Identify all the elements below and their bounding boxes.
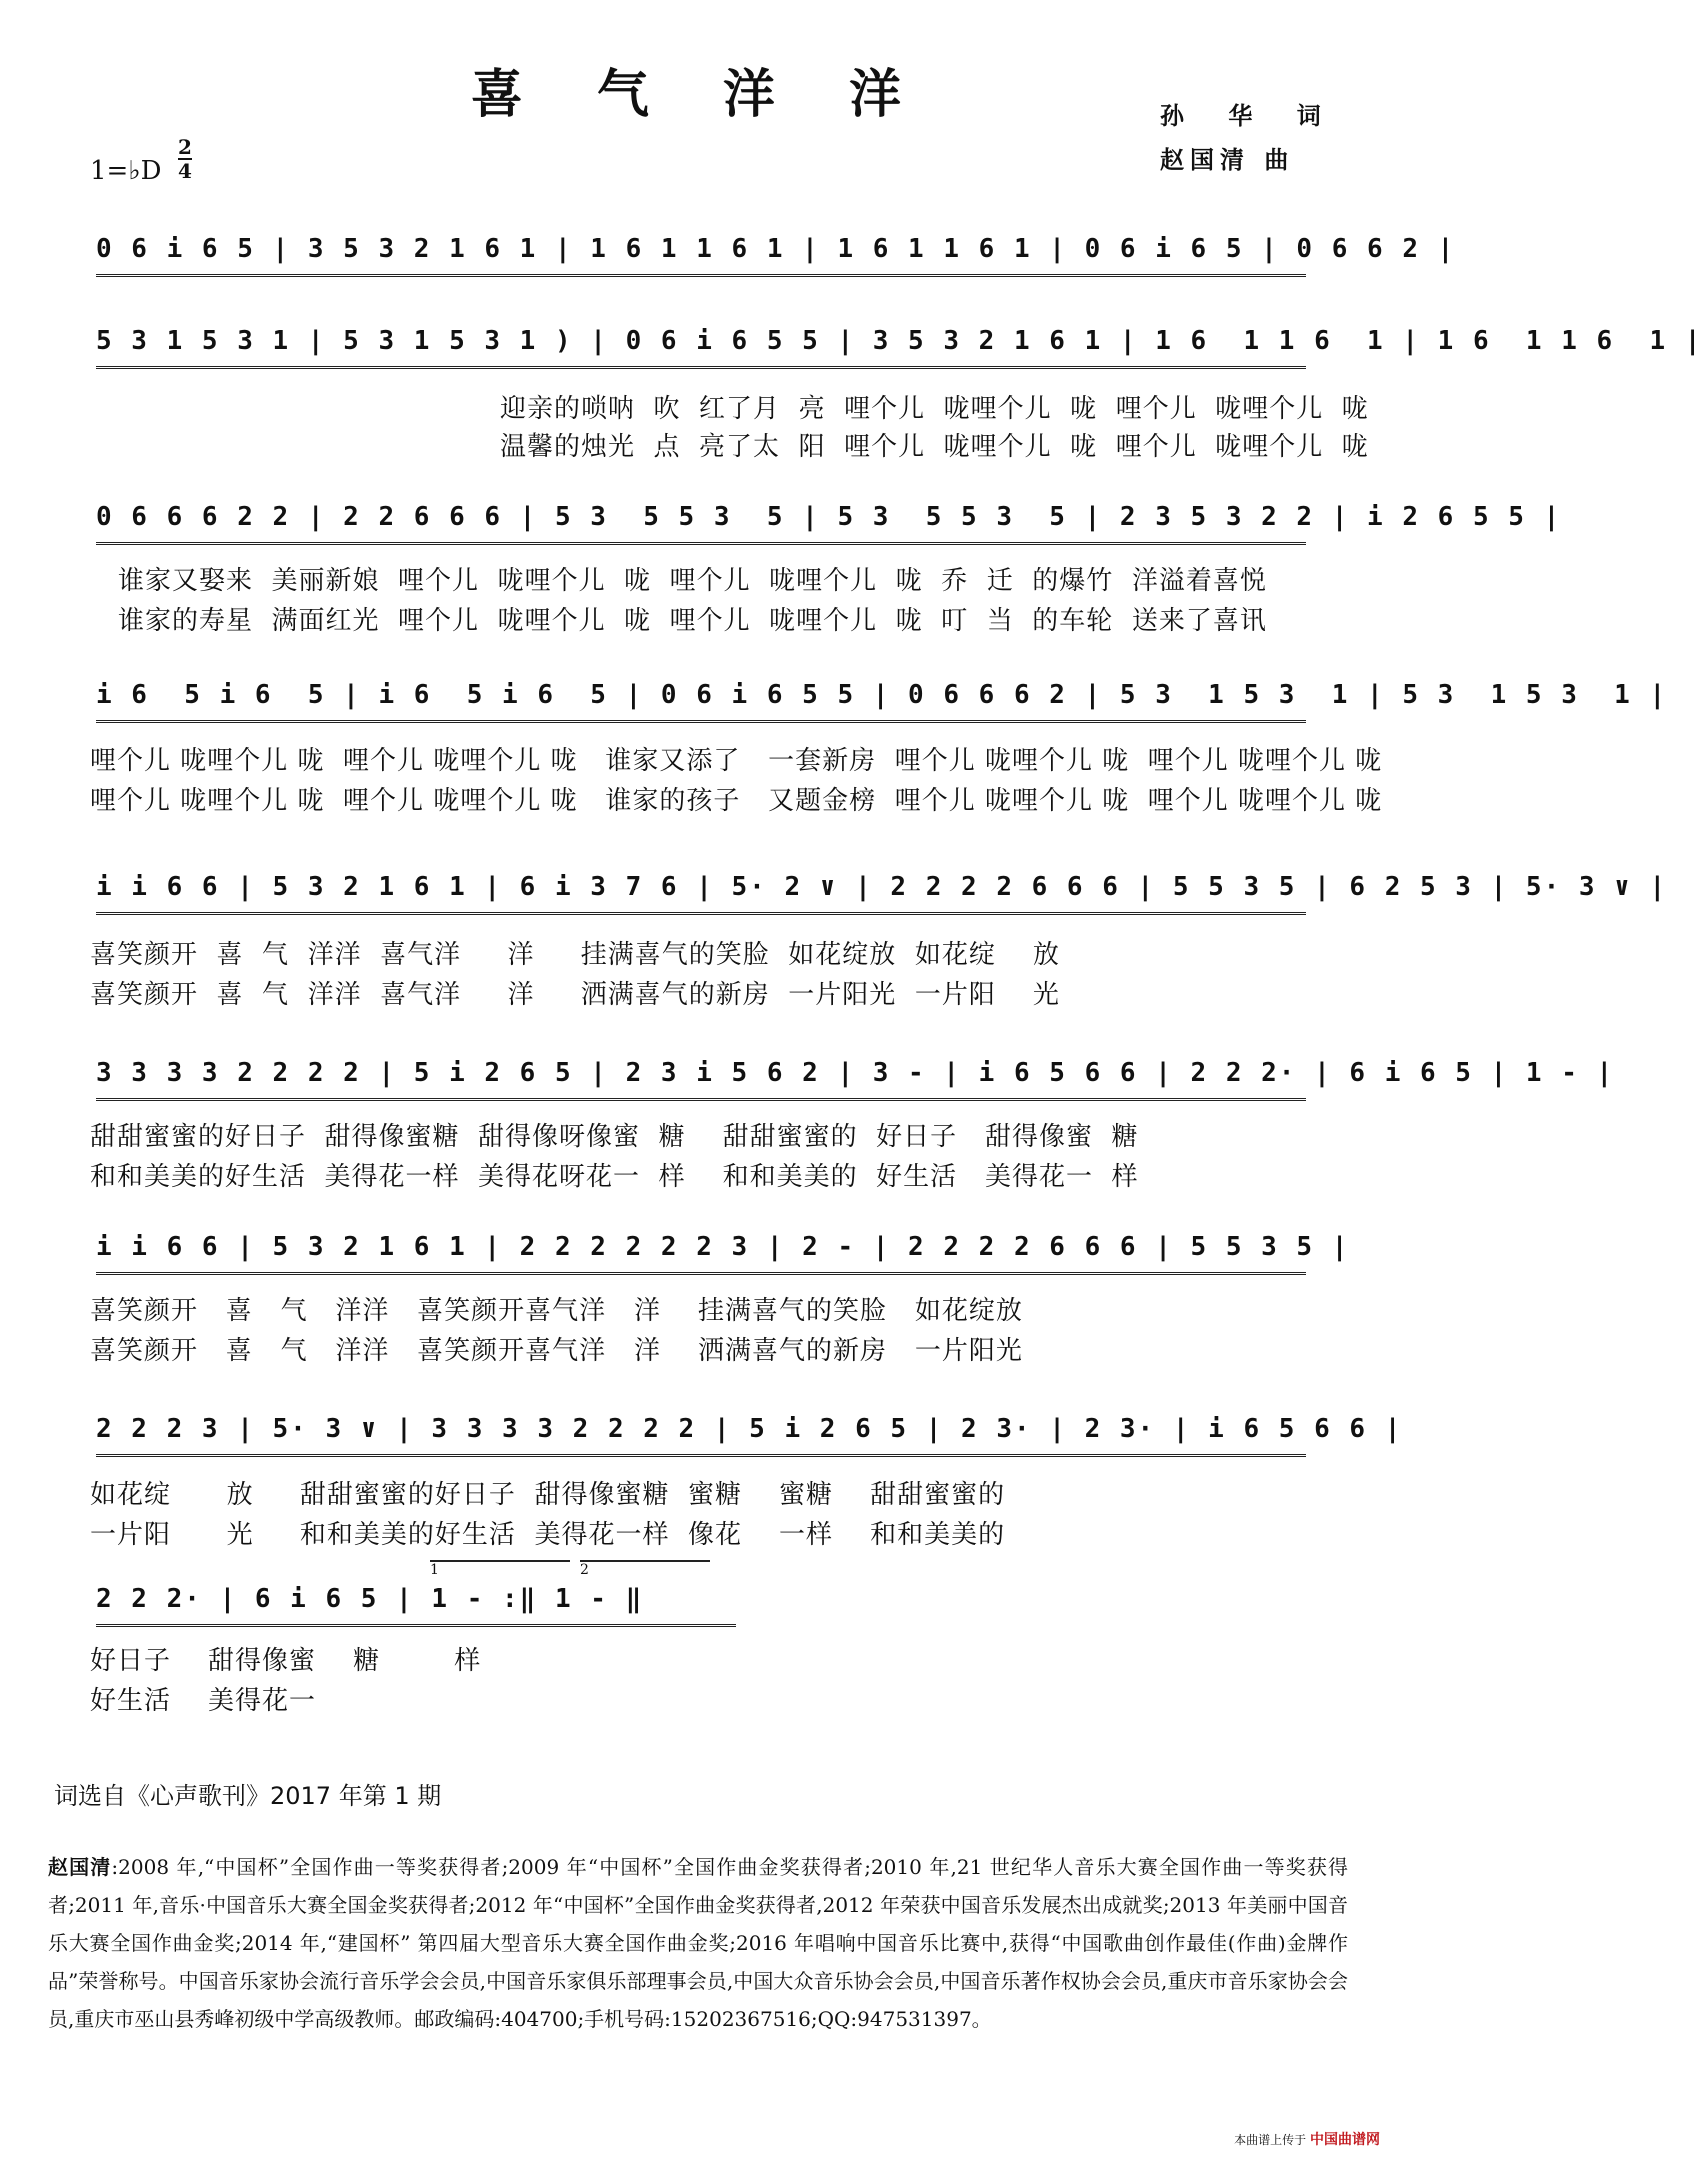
lyrics-line-1-verse-1: 迎亲的唢呐 吹 红了月 亮 哩个儿 咙哩个儿 咙 哩个儿 咙哩个儿 咙 — [500, 394, 1369, 424]
lyrics-source-note: 词选自《心声歌刊》2017 年第 1 期 — [54, 1782, 442, 1810]
composer-biography — [48, 1848, 1348, 2038]
lyrics-line-8-verse-1: 好日子 甜得像蜜 糖 样 — [90, 1646, 482, 1676]
meter-bottom: 4 — [178, 159, 192, 183]
composer-credit: 赵国清 曲 — [1160, 145, 1295, 174]
volta-second-ending — [580, 1560, 710, 1576]
lyrics-line-2-verse-1: 谁家又娶来 美丽新娘 哩个儿 咙哩个儿 咙 哩个儿 咙哩个儿 咙 乔 迁 的爆竹 洋溢着喜悦 — [118, 566, 1267, 596]
meter-top: 2 — [178, 135, 192, 159]
site-watermark — [1234, 2129, 1380, 2149]
score-line-9: 2 2 2· | 6 i 6 5 | 1 - :‖ 1 - ‖ — [96, 1584, 736, 1627]
volta-first-number: 1 — [430, 1562, 439, 1578]
lyrics-line-5-verse-2: 和和美美的好生活 美得花一样 美得花呀花一 样 和和美美的 好生活 美得花一 样 — [90, 1162, 1139, 1192]
score-line-5: i i 6 6 | 5 3 2 1 6 1 | 6 i 3 7 6 | 5· 2 ∨ | 2 2 2 2 6 6 6 | 5 5 3 5 | 6 2 5 3 | 5· 3 ∨ | — [96, 872, 1306, 915]
lyrics-line-7-verse-1: 如花绽 放 甜甜蜜蜜的好日子 甜得像蜜糖 蜜糖 蜜糖 甜甜蜜蜜的 — [90, 1480, 1006, 1510]
bio-text: :2008 年,“中国杯”全国作曲一等奖获得者;2009 年“中国杯”全国作曲金奖获得者;2010 年,21 世纪华人音乐大赛全国作曲一等奖获得者;2011 年,音乐·中国音乐大赛全国金奖获得者;2012 年“中国杯”全国作曲金奖获得者,2012 年荣获中国音乐发展杰出成就奖;2013 年美丽中国音乐大赛全国作曲金奖;2014 年,“建国杯” 第四届大型音乐大赛全国作曲金奖;2016 年唱响中国音乐比赛中,获得“中国歌曲创作最佳(作曲)金牌作品”荣誉称号。中国音乐家协会流行音乐学会会员,中国音乐家俱乐部理事会员,中国大众音乐协会会员,中国音乐著作权协会会员,重庆市音乐家协会会员,重庆市巫山县秀峰初级中学高级教师。邮政编码:404700;手机号码:15202367516;QQ:947531397。 — [48, 1855, 1349, 2031]
lyrics-line-5-verse-1: 甜甜蜜蜜的好日子 甜得像蜜糖 甜得像呀像蜜 糖 甜甜蜜蜜的 好日子 甜得像蜜 糖 — [90, 1122, 1139, 1152]
key-signature: 1=♭D — [90, 156, 162, 186]
time-signature — [178, 136, 192, 182]
song-title: 喜 气 洋 洋 — [470, 64, 930, 125]
lyrics-line-4-verse-1: 喜笑颜开 喜 气 洋洋 喜气洋 洋 挂满喜气的笑脸 如花绽放 如花绽 放 — [90, 940, 1060, 970]
score-line-4: i 6 5 i 6 5 | i 6 5 i 6 5 | 0 6 i 6 5 5 | 0 6 6 6 2 | 5 3 1 5 3 1 | 5 3 1 5 3 1 | — [96, 680, 1306, 723]
lyricist-credit: 孙 华 词 — [1160, 101, 1339, 130]
lyrics-line-6-verse-2: 喜笑颜开 喜 气 洋洋 喜笑颜开喜气洋 洋 洒满喜气的新房 一片阳光 — [90, 1336, 1023, 1366]
score-line-1: 0 6 i 6 5 | 3 5 3 2 1 6 1 | 1 6 1 1 6 1 | 1 6 1 1 6 1 | 0 6 i 6 5 | 0 6 6 2 | — [96, 234, 1306, 277]
lyrics-line-3-verse-1: 哩个儿 咙哩个儿 咙 哩个儿 咙哩个儿 咙 谁家又添了 一套新房 哩个儿 咙哩个儿 咙 哩个儿 咙哩个儿 咙 — [90, 746, 1383, 776]
lyrics-line-3-verse-2: 哩个儿 咙哩个儿 咙 哩个儿 咙哩个儿 咙 谁家的孩子 又题金榜 哩个儿 咙哩个儿 咙 哩个儿 咙哩个儿 咙 — [90, 786, 1383, 816]
volta-first-ending — [430, 1560, 570, 1576]
score-line-2: 5 3 1 5 3 1 | 5 3 1 5 3 1 ) | 0 6 i 6 5 5 | 3 5 3 2 1 6 1 | 1 6 1 1 6 1 | 1 6 1 1 6 1 | — [96, 326, 1306, 369]
score-line-8: 2 2 2 3 | 5· 3 ∨ | 3 3 3 3 2 2 2 2 | 5 i 2 6 5 | 2 3· | 2 3· | i 6 5 6 6 | — [96, 1414, 1306, 1457]
lyrics-line-2-verse-2: 谁家的寿星 满面红光 哩个儿 咙哩个儿 咙 哩个儿 咙哩个儿 咙 叮 当 的车轮 送来了喜讯 — [118, 606, 1267, 636]
score-line-6: 3 3 3 3 2 2 2 2 | 5 i 2 6 5 | 2 3 i 5 6 2 | 3 - | i 6 5 6 6 | 2 2 2· | 6 i 6 5 | 1 - | — [96, 1058, 1306, 1101]
lyrics-line-1-verse-2: 温馨的烛光 点 亮了太 阳 哩个儿 咙哩个儿 咙 哩个儿 咙哩个儿 咙 — [500, 432, 1369, 462]
lyrics-line-6-verse-1: 喜笑颜开 喜 气 洋洋 喜笑颜开喜气洋 洋 挂满喜气的笑脸 如花绽放 — [90, 1296, 1023, 1326]
score-line-3: 0 6 6 6 2 2 | 2 2 6 6 6 | 5 3 5 5 3 5 | 5 3 5 5 3 5 | 2 3 5 3 2 2 | i 2 6 5 5 | — [96, 502, 1306, 545]
lyrics-line-7-verse-2: 一片阳 光 和和美美的好生活 美得花一样 像花 一样 和和美美的 — [90, 1520, 1006, 1550]
score-line-7: i i 6 6 | 5 3 2 1 6 1 | 2 2 2 2 2 2 3 | 2 - | 2 2 2 2 6 6 6 | 5 5 3 5 | — [96, 1232, 1306, 1275]
lyrics-line-8-verse-2: 好生活 美得花一 — [90, 1686, 317, 1716]
watermark-brand-logo: 中国曲谱网 — [1310, 2132, 1380, 2148]
watermark-prefix: 本曲谱上传于 — [1234, 2133, 1307, 2147]
bio-name: 赵国清 — [48, 1855, 112, 1879]
lyrics-line-4-verse-2: 喜笑颜开 喜 气 洋洋 喜气洋 洋 洒满喜气的新房 一片阳光 一片阳 光 — [90, 980, 1060, 1010]
volta-second-number: 2 — [580, 1562, 589, 1578]
